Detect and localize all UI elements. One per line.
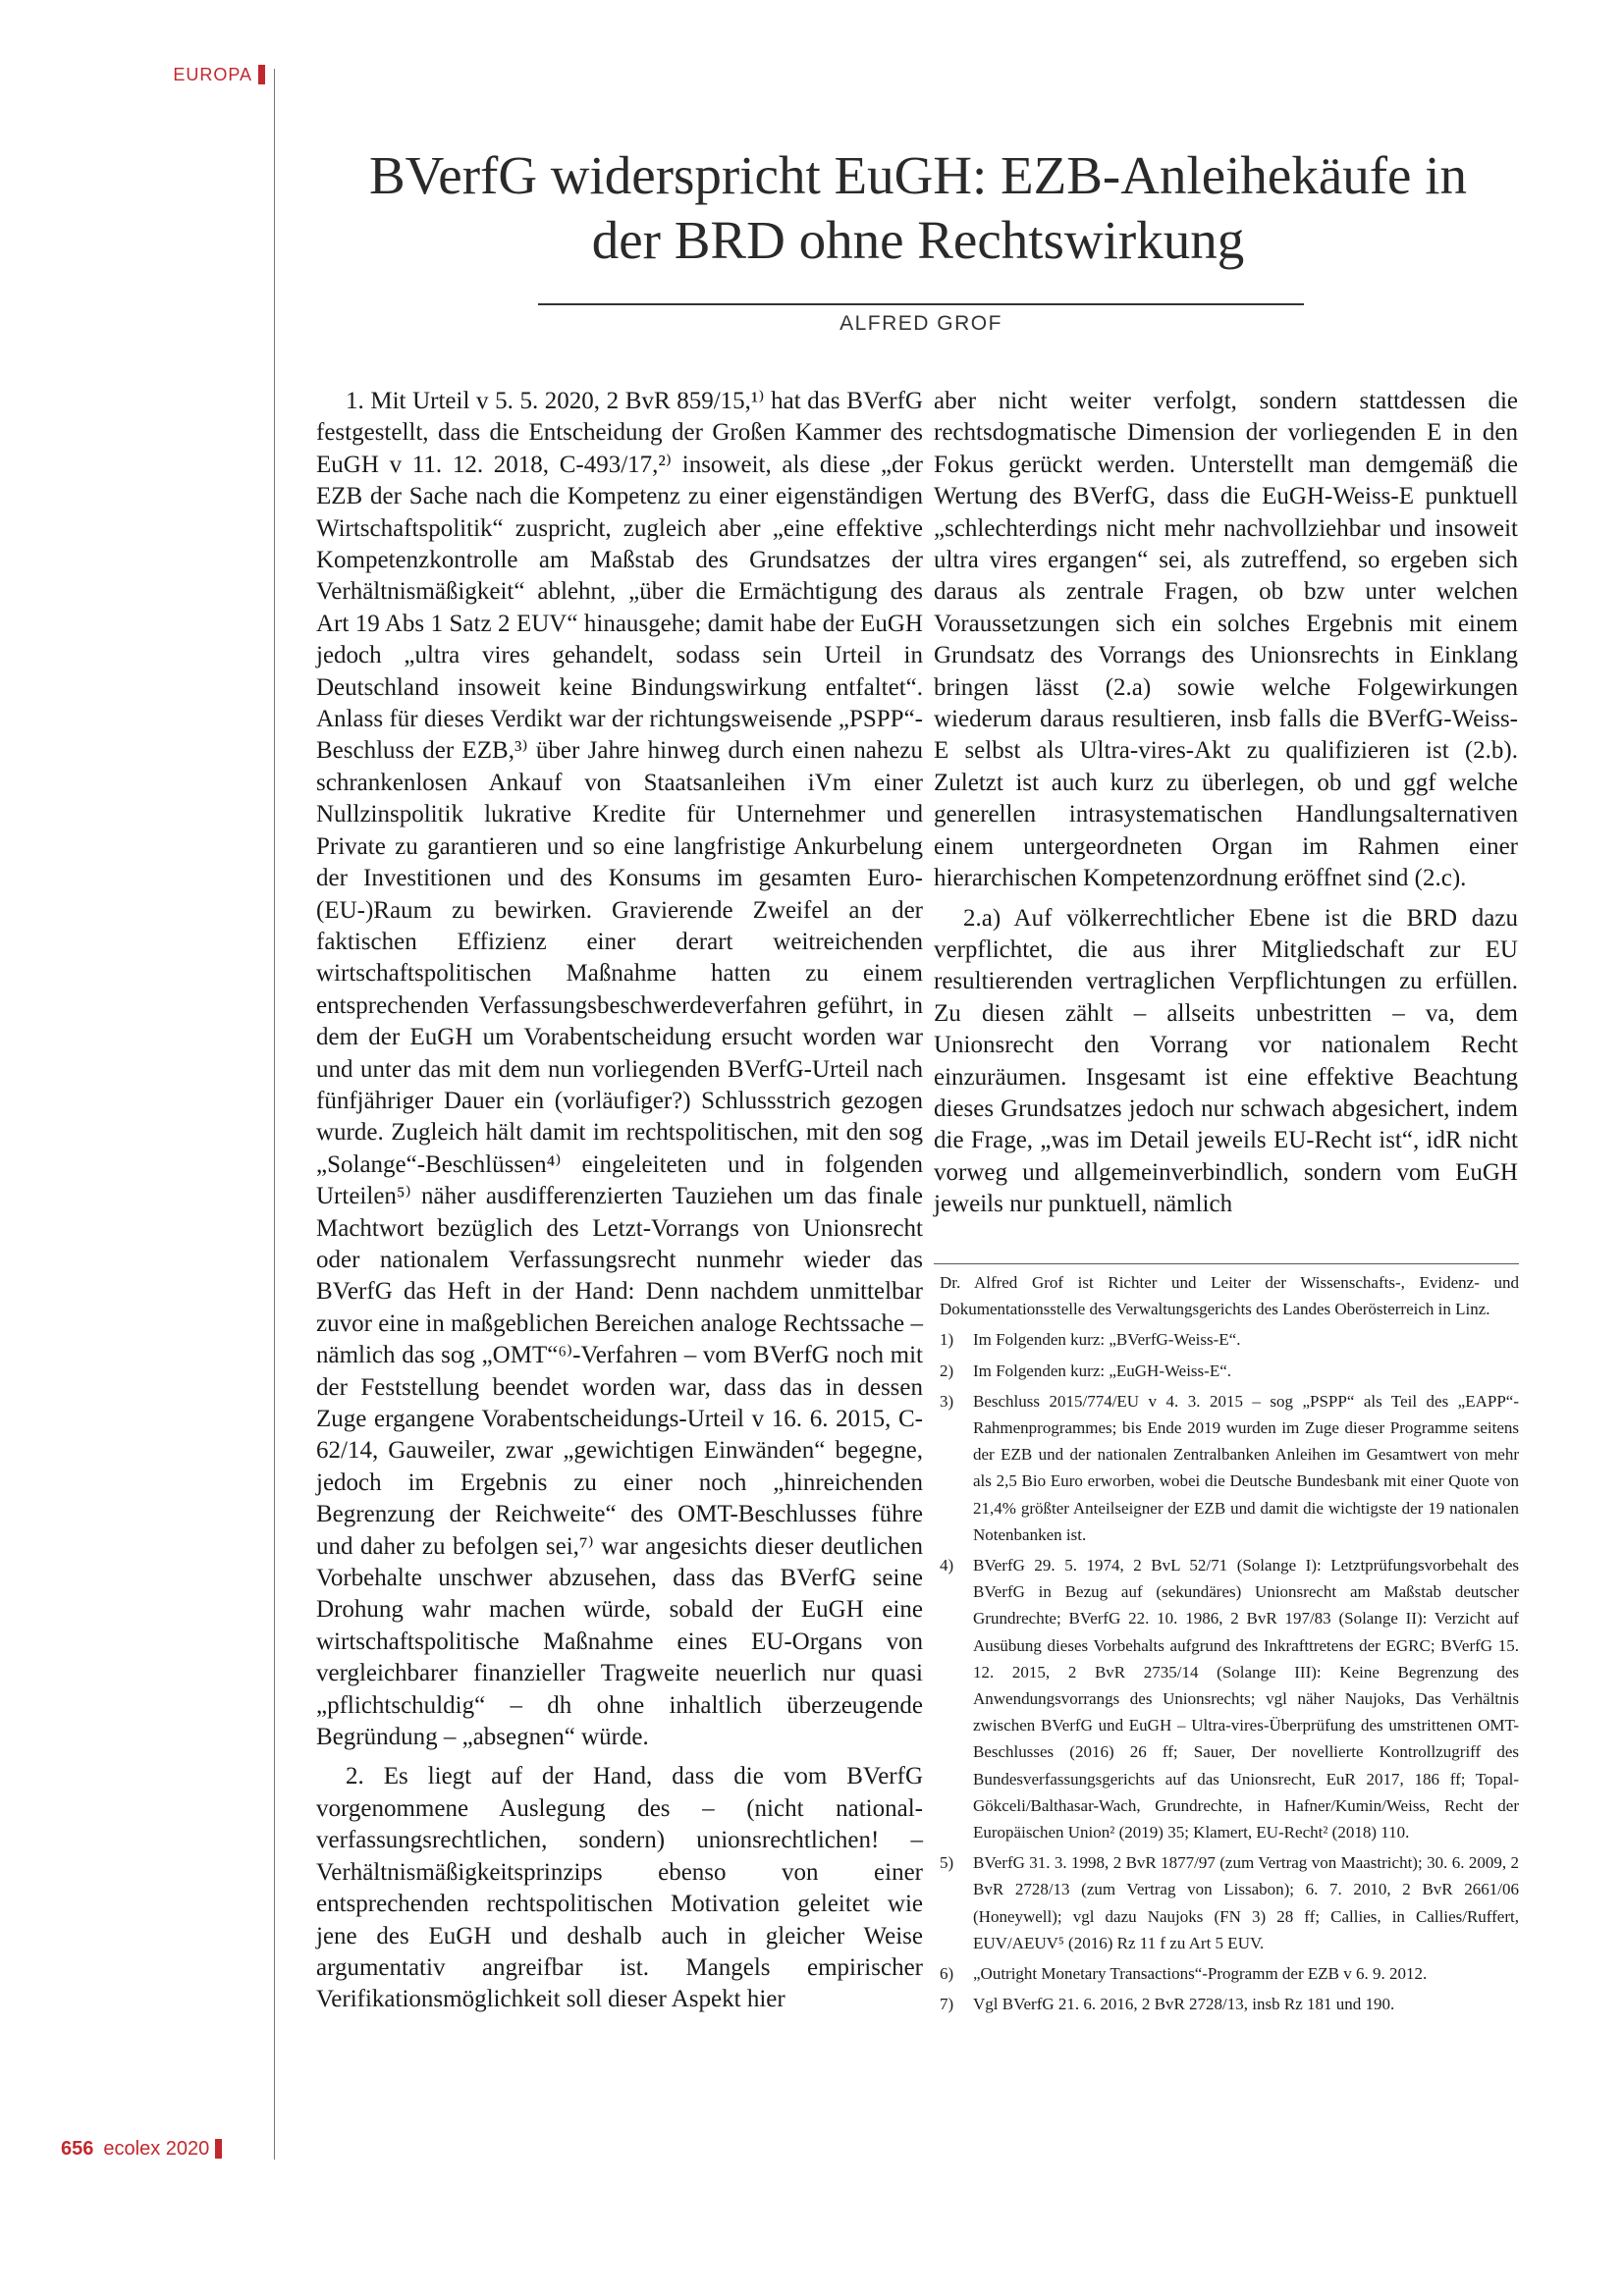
section-label <box>147 65 265 85</box>
footnote-rule <box>934 1263 1519 1264</box>
body-column-left <box>316 386 923 2016</box>
footnotes <box>934 1269 1519 2017</box>
article-title <box>304 143 1532 273</box>
body-paragraph: 2. Es liegt auf der Hand, dass die vom BVerfG vorgenommene Auslegung des – (nicht national-verfassungsrechtlichen, sondern) unionsrechtlichen! – Verhältnismäßigkeitsprinzips ebenso von einer entsprechenden rechtspolitischen Motivation geleitet wie jene des EuGH und deshalb auch in gleicher Weise argumentativ angreifbar ist. Mangels empirischer Verifikationsmöglichkeit soll dieser Aspekt hier <box>316 1763 923 2013</box>
footnote-text: BVerfG 29. 5. 1974, 2 BvL 52/71 (Solange I): Letztprüfungsvorbehalt des BVerfG in Bezug auf (sekundäres) Unionsrecht am Maßstab deutscher Grundrechte; BVerfG 22. 10. 1986, 2 BvR 197/83 (Solange II): Verzicht auf Ausübung dieses Vorbehalts aufgrund des Inkrafttretens der EGRC; BVerfG 15. 12. 2015, 2 BvR 2735/14 (Solange III): Keine Begrenzung des Anwendungsvorrangs des Unionsrechts; vgl näher Naujoks, Das Verhältnis zwischen BVerfG und EuGH – Ultra-vires-Überprüfung des umstrittenen OMT-Beschlusses (2016) 26 ff; Sauer, Der novellierte Kontrollzugriff des Bundesverfassungsgerichts auf das Unionsrecht, EuR 2017, 186 ff; Topal-Gökceli/Balthasar-Wach, Grundrechte, in Hafner/Kumin/Weiss, Recht der Europäischen Union² (2019) 35; Klamert, EU-Recht² (2018) 110. <box>973 1556 1519 1842</box>
margin-rule <box>274 69 275 2160</box>
footnote <box>940 1326 1519 1353</box>
footnote-number: 4) <box>940 1556 954 1575</box>
footnote-number: 5) <box>940 1853 954 1873</box>
footnote <box>940 1991 1519 2017</box>
page-number: 656 <box>61 2138 94 2160</box>
footer-marker <box>215 2139 222 2159</box>
section-label-text: EUROPA <box>173 65 252 84</box>
footnote-number: 7) <box>940 1995 954 2014</box>
footnote <box>940 1849 1519 1956</box>
journal-name: ecolex 2020 <box>103 2138 210 2160</box>
footnote-text: Im Folgenden kurz: „BVerfG-Weiss-E“. <box>973 1330 1241 1350</box>
author-bio: Dr. Alfred Grof ist Richter und Leiter der Wissenschafts-, Evidenz- und Dokumentationsstelle des Verwaltungsgerichts des Landes Oberösterreich in Linz. <box>940 1273 1519 1319</box>
footnote <box>940 1960 1519 1987</box>
footnote <box>940 1388 1519 1548</box>
footnote <box>940 1358 1519 1384</box>
footnote-text: Im Folgenden kurz: „EuGH-Weiss-E“. <box>973 1361 1232 1380</box>
page-footer <box>61 2138 222 2161</box>
article-title-line: der BRD ohne Rechtswirkung <box>591 210 1245 270</box>
footnote-number: 6) <box>940 1964 954 1984</box>
footnote-text: Vgl BVerfG 21. 6. 2016, 2 BvR 2728/13, insb Rz 181 und 190. <box>973 1995 1395 2014</box>
title-rule <box>538 303 1304 305</box>
footnote-number: 3) <box>940 1391 954 1411</box>
footnote-text: Beschluss 2015/774/EU v 4. 3. 2015 – sog „PSPP“ als Teil des „EAPP“-Rahmenprogrammes; bis Ende 2019 wurden im Zuge dieser Programme seitens der EZB und der nationalen Zentralbanken Anleihen im Gesamtwert von mehr als 2,5 Bio Euro erworben, wobei die Deutsche Bundesbank mit einer Quote von 21,4% größter Anteilseigner der EZB und damit die wichtigste der 19 nationalen Notenbanken ist. <box>973 1391 1519 1544</box>
section-marker <box>258 65 265 84</box>
footnote-number: 2) <box>940 1361 954 1380</box>
author-name: ALFRED GROF <box>839 312 1002 335</box>
body-paragraph: 2.a) Auf völkerrechtlicher Ebene ist die BRD dazu verpflichtet, die aus ihrer Mitgliedschaft zur EU resultierenden vertraglichen Verpflichtungen zu erfüllen. Zu diesen zählt – allseits unbestritten – va, dem Unionsrecht den Vorrang vor nationalem Recht einzuräumen. Insgesamt ist eine effektive Beachtung dieses Grundsatzes jedoch nur schwach abgesichert, indem die Frage, „was im Detail jeweils EU-Recht ist“, idR nicht vorweg und allgemeinverbindlich, sondern vom EuGH jeweils nur punktuell, nämlich <box>934 904 1518 1218</box>
article-title-line: BVerfG widerspricht EuGH: EZB-Anleihekäufe in <box>368 145 1468 205</box>
footnote <box>940 1552 1519 1845</box>
footnote-text: BVerfG 31. 3. 1998, 2 BvR 1877/97 (zum Vertrag von Maastricht); 30. 6. 2009, 2 BvR 2728/13 (zum Vertrag von Lissabon); 6. 7. 2010, 2 BvR 2661/06 (Honeywell); vgl dazu Naujoks (FN 3) 28 ff; Callies, in Callies/Ruffert, EUV/AEUV⁵ (2016) Rz 11 f zu Art 5 EUV. <box>973 1853 1519 1952</box>
footnote-text: „Outright Monetary Transactions“-Programm der EZB v 6. 9. 2012. <box>973 1964 1428 1984</box>
body-paragraph: aber nicht weiter verfolgt, sondern stattdessen die rechtsdogmatische Dimension der vorliegenden E in den Fokus gerückt werden. Unterstellt man demgemäß die Wertung des BVerfG, dass die EuGH-Weiss-E punktuell „schlechterdings nicht mehr nachvollziehbar und insoweit ultra vires ergangen“ sei, als zutreffend, so ergeben sich daraus als zentrale Fragen, ob bzw unter welchen Voraussetzungen sich ein solches Ergebnis mit einem Grundsatz des Vorrangs des Unionsrechts in Einklang bringen lässt (2.a) sowie welche Folgewirkungen wiederum daraus resultieren, insb falls die BVerfG-Weiss-E selbst als Ultra-vires-Akt zu qualifizieren ist (2.b). Zuletzt ist auch kurz zu überlegen, ob und ggf welche generellen intrasystematischen Handlungsalternativen einem untergeordneten Organ im Rahmen einer hierarchischen Kompetenzordnung eröffnet sind (2.c). <box>934 388 1518 892</box>
body-column-right <box>934 386 1518 1221</box>
body-paragraph: 1. Mit Urteil v 5. 5. 2020, 2 BvR 859/15,¹⁾ hat das BVerfG festgestellt, dass die Entscheidung der Großen Kammer des EuGH v 11. 12. 2018, C-493/17,²⁾ insoweit, als diese „der EZB der Sache nach die Kompetenz zu einer eigenständigen Wirtschaftspolitik“ zuspricht, zugleich aber „eine effektive Kompetenzkontrolle am Maßstab des Grundsatzes der Verhältnismäßigkeit“ ablehnt, „über die Ermächtigung des Art 19 Abs 1 Satz 2 EUV“ hinausgehe; damit habe der EuGH jedoch „ultra vires gehandelt, sodass sein Urteil in Deutschland insoweit keine Bindungswirkung entfaltet“. Anlass für dieses Verdikt war der richtungsweisende „PSPP“-Beschluss der EZB,³⁾ über Jahre hinweg durch einen nahezu schrankenlosen Ankauf von Staatsanleihen iVm einer Nullzinspolitik lukrative Kredite für Unternehmer und Private zu garantieren und so eine langfristige Ankurbelung der Investitionen und des Konsums im gesamten Euro-(EU-)Raum zu bewirken. Gravierende Zweifel an der faktischen Effizienz einer derart weitreichenden wirtschaftspolitischen Maßnahme hatten zu einem entsprechenden Verfassungsbeschwerdeverfahren geführt, in dem der EuGH um Vorabentscheidung ersucht worden war und unter das mit dem nun vorliegenden BVerfG-Urteil nach fünfjähriger Dauer ein (vorläufiger?) Schlussstrich gezogen wurde. Zugleich hält damit im rechtspolitischen, mit den sog „Solange“-Beschlüssen⁴⁾ eingeleiteten und in folgenden Urteilen⁵⁾ näher ausdifferenzierten Tauziehen um das finale Machtwort bezüglich des Letzt-Vorrangs von Unionsrecht oder nationalem Verfassungsrecht nunmehr wieder das BVerfG das Heft in der Hand: Denn nachdem unmittelbar zuvor eine in maßgeblichen Bereichen analoge Rechtssache – nämlich das sog „OMT“⁶⁾-Verfahren – vom BVerfG noch mit der Feststellung beendet worden war, dass das in dessen Zuge ergangene Vorabentscheidungs-Urteil v 16. 6. 2015, C-62/14, Gauweiler, zwar „gewichtigen Einwänden“ begegne, jedoch im Ergebnis zu einer noch „hinreichenden Begrenzung der Reichweite“ des OMT-Beschlusses führe und daher zu befolgen sei,⁷⁾ war angesichts dieser deutlichen Vorbehalte unschwer abzusehen, dass das BVerfG seine Drohung wahr machen würde, sobald der EuGH eine wirtschaftspolitische Maßnahme eines EU-Organs von vergleichbarer finanzieller Tragweite neuerlich nur quasi „pflichtschuldig“ – dh ohne inhaltlich überzeugende Begründung – „absegnen“ würde. <box>316 388 923 1751</box>
footnote-number: 1) <box>940 1330 954 1350</box>
